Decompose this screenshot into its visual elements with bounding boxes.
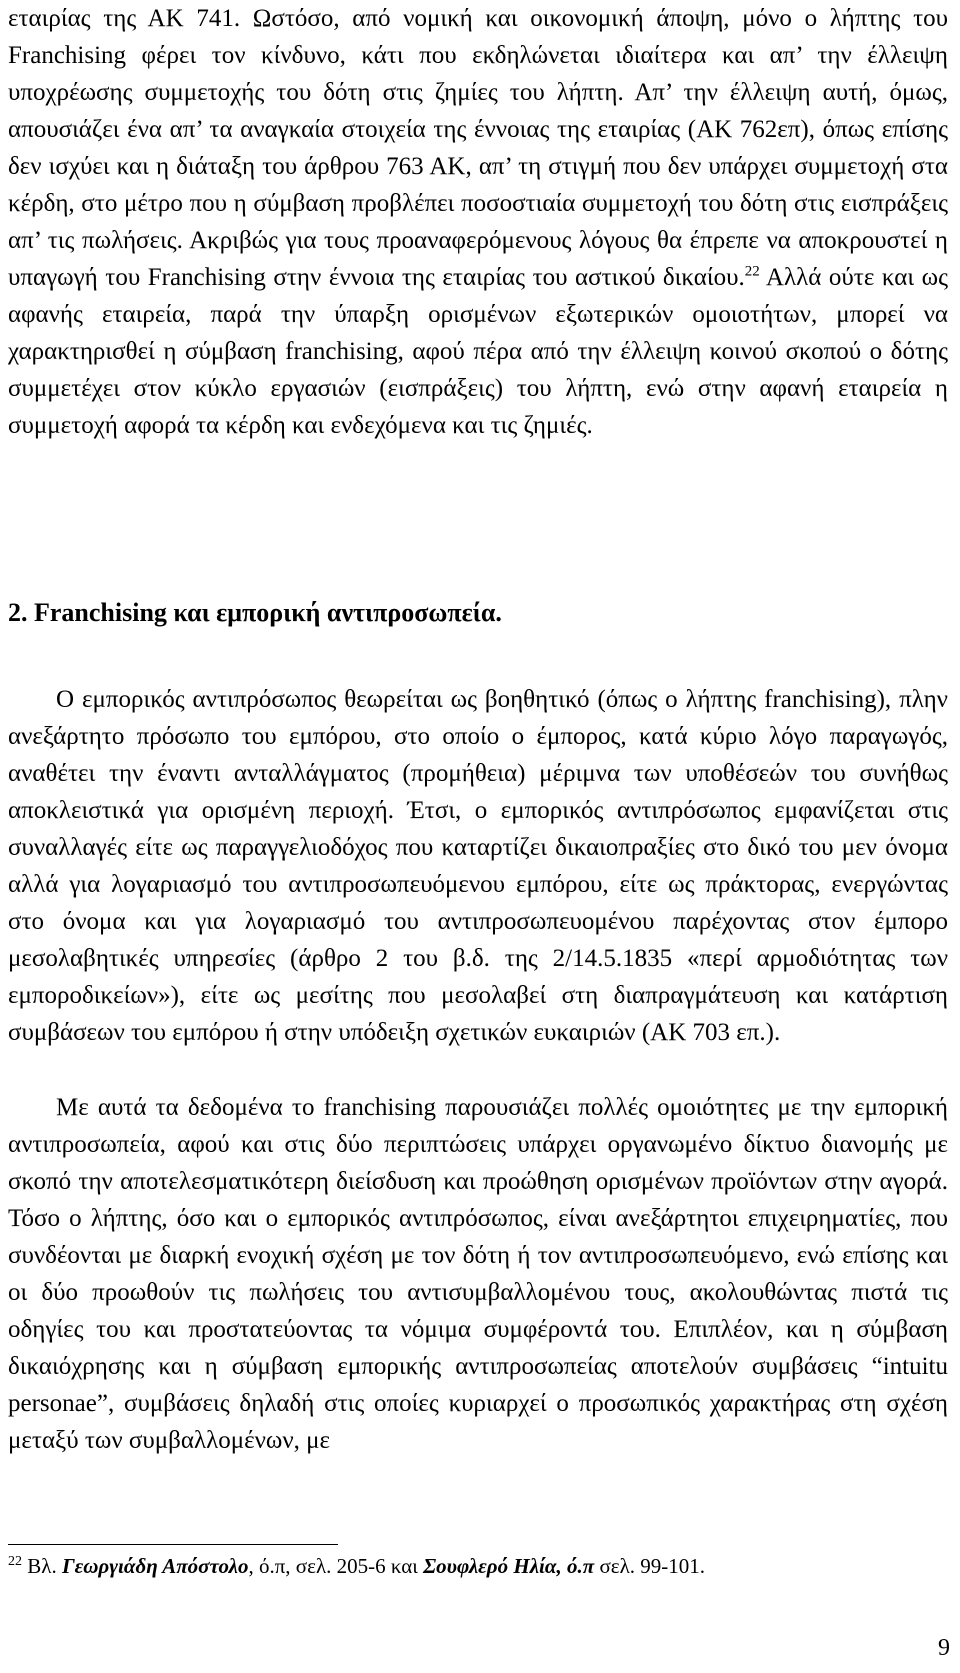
- section-heading: 2. Franchising και εμπορική αντιπροσωπεία.: [8, 598, 502, 627]
- footnote-middle: , ό.π, σελ. 205-6 και: [248, 1554, 424, 1578]
- footnote-reference[interactable]: 22: [744, 263, 760, 280]
- paragraph-text-after-note: Αλλά ούτε και ως αφανής εταιρεία, παρά την ύπαρξη ορισμένων εξωτερικών ομοιοτήτων, μπορεί να χαρακτηρισθεί η σύμβαση franchising, αφού πέρα από την έλλειψη κοινού σκοπού ο δότης συμμετέχει στον κύκλο εργασιών (εισπράξεις) του λήπτη, ενώ στην αφανή εταιρεία η συμμετοχή αφορά τα κέρδη και ενδεχόμενα και τις ζημιές.: [8, 264, 949, 439]
- footnote-prefix: Βλ.: [22, 1554, 62, 1578]
- paragraph-continued: [8, 0, 948, 444]
- footnote-author-2: Σουφλερό Ηλία, ό.π: [423, 1554, 595, 1578]
- footnote-suffix: σελ. 99-101.: [594, 1554, 706, 1578]
- footnote-separator: [8, 1544, 338, 1545]
- footnote: [8, 1552, 948, 1580]
- paragraph-text: εταιρίας της ΑΚ 741. Ωστόσο, από νομική και οικονομική άποψη, μόνο ο λήπτης του Franchising φέρει τον κίνδυνο, κάτι που εκδηλώνεται ιδιαίτερα και απ’ την έλλειψη υποχρέωσης συμμετοχής του δότη στις ζημίες του λήπτη. Απ’ την έλλειψη αυτή, όμως, απουσιάζει ένα απ’ τα αναγκαία στοιχεία της έννοιας της εταιρίας (ΑΚ 762επ), όπως επίσης δεν ισχύει και η διάταξη του άρθρου 763 ΑΚ, απ’ τη στιγμή που δεν υπάρχει συμμετοχή στα κέρδη, στο μέτρο που η σύμβαση προβλέπει ποσοστιαία συμμετοχή του δότη στις εισπράξεις απ’ τις πωλήσεις. Ακριβώς για τους προαναφερόμενους λόγους θα έπρεπε να αποκρουστεί η υπαγωγή του Franchising στην έννοια της εταιρίας του αστικού δικαίου.: [8, 5, 948, 291]
- paragraph-commercial-agent: Ο εμπορικός αντιπρόσωπος θεωρείται ως βοηθητικό (όπως ο λήπτης franchising), πλην ανεξάρτητο πρόσωπο του εμπόρου, στο οποίο ο έμπορος, κατά κύριο λόγο παραγωγός, αναθέτει την έναντι ανταλλάγματος (προμήθεια) μέριμνα των υποθέσεών του συνήθως αποκλειστικά για ορισμένη περιοχή. Έτσι, ο εμπορικός αντιπρόσωπος εμφανίζεται στις συναλλαγές είτε ως παραγγελιοδόχος που καταρτίζει δικαιοπραξίες στο δικό του μεν όνομα αλλά για λογαριασμό του αντιπροσωπευόμενου εμπόρου, είτε ως πράκτορας, ενεργώντας στο όνομα και για λογαριασμό του αντιπροσωπευομένου παρέχοντας στον έμπορο μεσολαβητικές υπηρεσίες (άρθρο 2 του β.δ. της 2/14.5.1835 «περί αρμοδιότητας των εμποροδικείων»), είτε ως μεσίτης που μεσολαβεί στη διαπραγμάτευση και κατάρτιση συμβάσεων του εμπόρου ή στην υπόδειξη σχετικών ευκαιριών (ΑΚ 703 επ.).: [8, 686, 948, 1046]
- footnote-author-1: Γεωργιάδη Απόστολο: [61, 1554, 249, 1578]
- footnote-mark: 22: [8, 1554, 22, 1569]
- page-number: 9: [938, 1635, 950, 1661]
- paragraph-similarities: Με αυτά τα δεδομένα το franchising παρουσιάζει πολλές ομοιότητες με την εμπορική αντιπροσωπεία, αφού και στις δύο περιπτώσεις υπάρχει οργανωμένο δίκτυο διανομής με σκοπό την αποτελεσματικότερη διείσδυση και προώθηση ορισμένων προϊόντων στην αγορά. Τόσο ο λήπτης, όσο και ο εμπορικός αντιπρόσωπος, είναι ανεξάρτητοι επιχειρηματίες, που συνδέονται με διαρκή ενοχική σχέση με τον δότη ή τον αντιπροσωπευόμενο, ενώ επίσης και οι δύο προωθούν τις πωλήσεις του αντισυμβαλλομένου τους, ακολουθώντας πιστά τις οδηγίες του και προστατεύοντας τα νόμιμα συμφέροντά του. Επιπλέον, και η σύμβαση δικαιόχρησης και η σύμβαση εμπορικής αντιπροσωπείας αποτελούν συμβάσεις “intuitu personae”, συμβάσεις δηλαδή στις οποίες κυριαρχεί ο προσωπικός χαρακτήρας στη σχέση μεταξύ των συμβαλλομένων, με: [8, 1094, 948, 1454]
